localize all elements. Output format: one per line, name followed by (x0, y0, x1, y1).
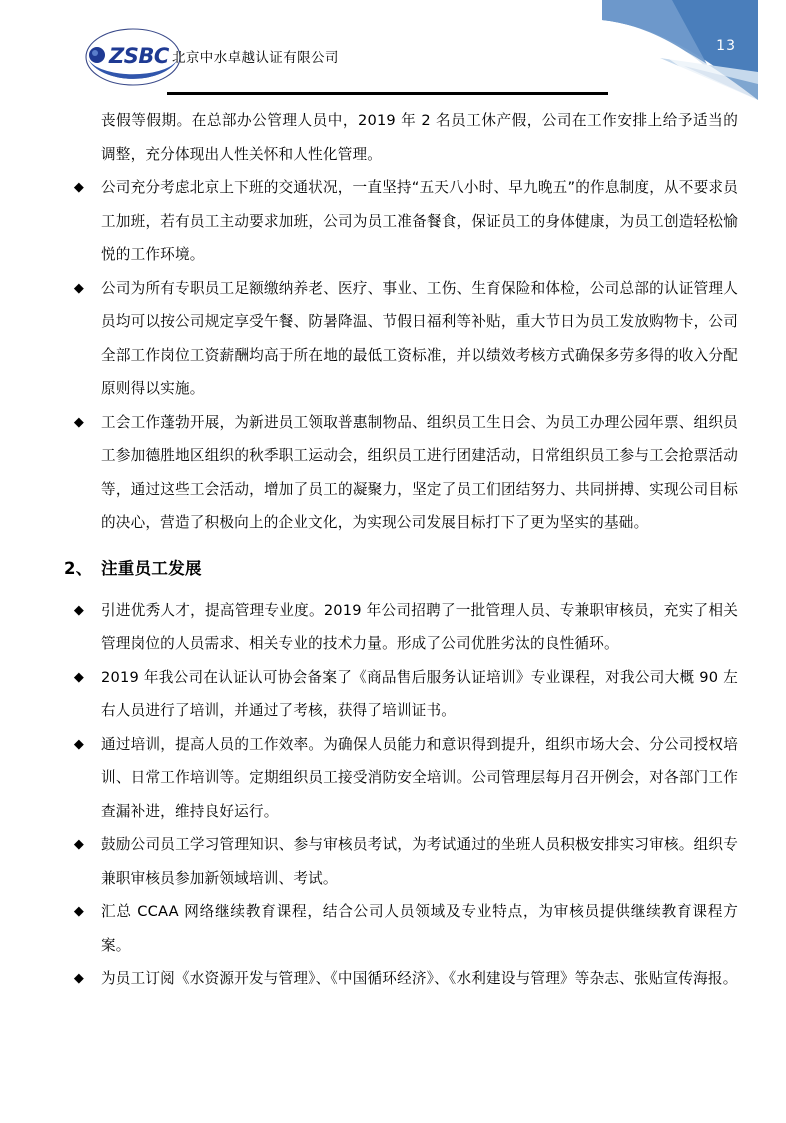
paragraph-text: 汇总 CCAA 网络继续教育课程，结合公司人员领域及专业特点，为审核员提供继续教育课程方案。 (101, 903, 738, 954)
diamond-bullet-icon: ◆ (73, 180, 85, 195)
paragraph-text: 公司充分考虑北京上下班的交通状况，一直坚持“五天八小时、早九晚五”的作息制度，从不要求员工加班，若有员工主动要求加班，公司为员工准备餐食，保证员工的身体健康，为员工创造轻松愉悦的工作环境。 (101, 179, 738, 263)
logo-wordmark: ZSBC (109, 44, 169, 68)
bullet-list-item (0, 406, 786, 540)
bullet-list-item (0, 728, 786, 829)
page-number: 13 (716, 38, 736, 54)
section-heading-text: 注重员工发展 (101, 558, 202, 578)
bullet-list-item (0, 828, 786, 895)
diamond-bullet-icon: ◆ (73, 669, 85, 685)
bullet-list-item (0, 962, 786, 996)
paragraph-text: 公司为所有专职员工足额缴纳养老、医疗、事业、工伤、生育保险和体检，公司总部的认证管理人员均可以按公司规定享受午餐、防暑降温、节假日福利等补贴，重大节日为员工发放购物卡，公司全部工作岗位工资薪酬均高于所在地的最低工资标准，并以绩效考核方式确保多劳多得的收入分配原则得以实施。 (101, 279, 738, 397)
paragraph-text: 工会工作蓬勃开展，为新进员工领取普惠制物品、组织员工生日会、为员工办理公园年票、组织员工参加德胜地区组织的秋季职工运动会，组织员工进行团建活动，日常组织员工参与工会抢票活动等，通过这些工会活动，增加了员工的凝聚力，坚定了员工们团结努力、共同拼搏、实现公司目标的决心，营造了积极向上的企业文化，为实现公司发展目标打下了更为坚实的基础。 (101, 413, 738, 531)
paragraph-text: 2019 年我公司在认证认可协会备案了《商品售后服务认证培训》专业课程，对我公司大概 90 左右人员进行了培训，并通过了考核，获得了培训证书。 (101, 668, 738, 719)
section-heading (0, 552, 786, 586)
bullet-list-item (0, 272, 786, 406)
paragraph-text: 丧假等假期。在总部办公管理人员中，2019 年 2 名员工休产假，公司在工作安排上给予适当的调整，充分体现出人性关怀和人性化管理。 (101, 112, 738, 163)
header-divider-rule (167, 92, 608, 95)
bullet-list-item (0, 661, 786, 728)
company-name: 北京中水卓越认证有限公司 (172, 50, 339, 66)
diamond-bullet-icon: ◆ (73, 602, 85, 618)
diamond-bullet-icon: ◆ (73, 736, 85, 752)
diamond-bullet-icon: ◆ (73, 414, 85, 430)
paragraph-text: 鼓励公司员工学习管理知识、参与审核员考试，为考试通过的坐班人员积极安排实习审核。组织专兼职审核员参加新领域培训、考试。 (101, 836, 738, 887)
diamond-bullet-icon: ◆ (73, 837, 85, 852)
paragraph-continuation (0, 104, 786, 171)
bullet-list-item (0, 895, 786, 962)
section-heading-number: 2、 (64, 558, 93, 578)
bullet-list-item (0, 594, 786, 661)
diamond-bullet-icon: ◆ (73, 280, 85, 296)
paragraph-text: 引进优秀人才，提高管理专业度。2019 年公司招聘了一批管理人员、专兼职审核员，充实了相关管理岗位的人员需求、相关专业的技术力量。形成了公司优胜劣汰的良性循环。 (101, 601, 738, 652)
page-header (0, 0, 786, 104)
diamond-bullet-icon: ◆ (73, 904, 85, 919)
paragraph-text: 通过培训，提高人员的工作效率。为确保人员能力和意识得到提升，组织市场大会、分公司授权培训、日常工作培训等。定期组织员工接受消防安全培训。公司管理层每月召开例会，对各部门工作查漏补进，维持良好运行。 (101, 735, 738, 820)
bullet-list-item (0, 171, 786, 272)
paragraph-text: 为员工订阅《水资源开发与管理》、《中国循环经济》、《水利建设与管理》等杂志、张贴宣传海报。 (101, 970, 738, 987)
diamond-bullet-icon: ◆ (73, 971, 85, 986)
document-body (0, 104, 786, 996)
